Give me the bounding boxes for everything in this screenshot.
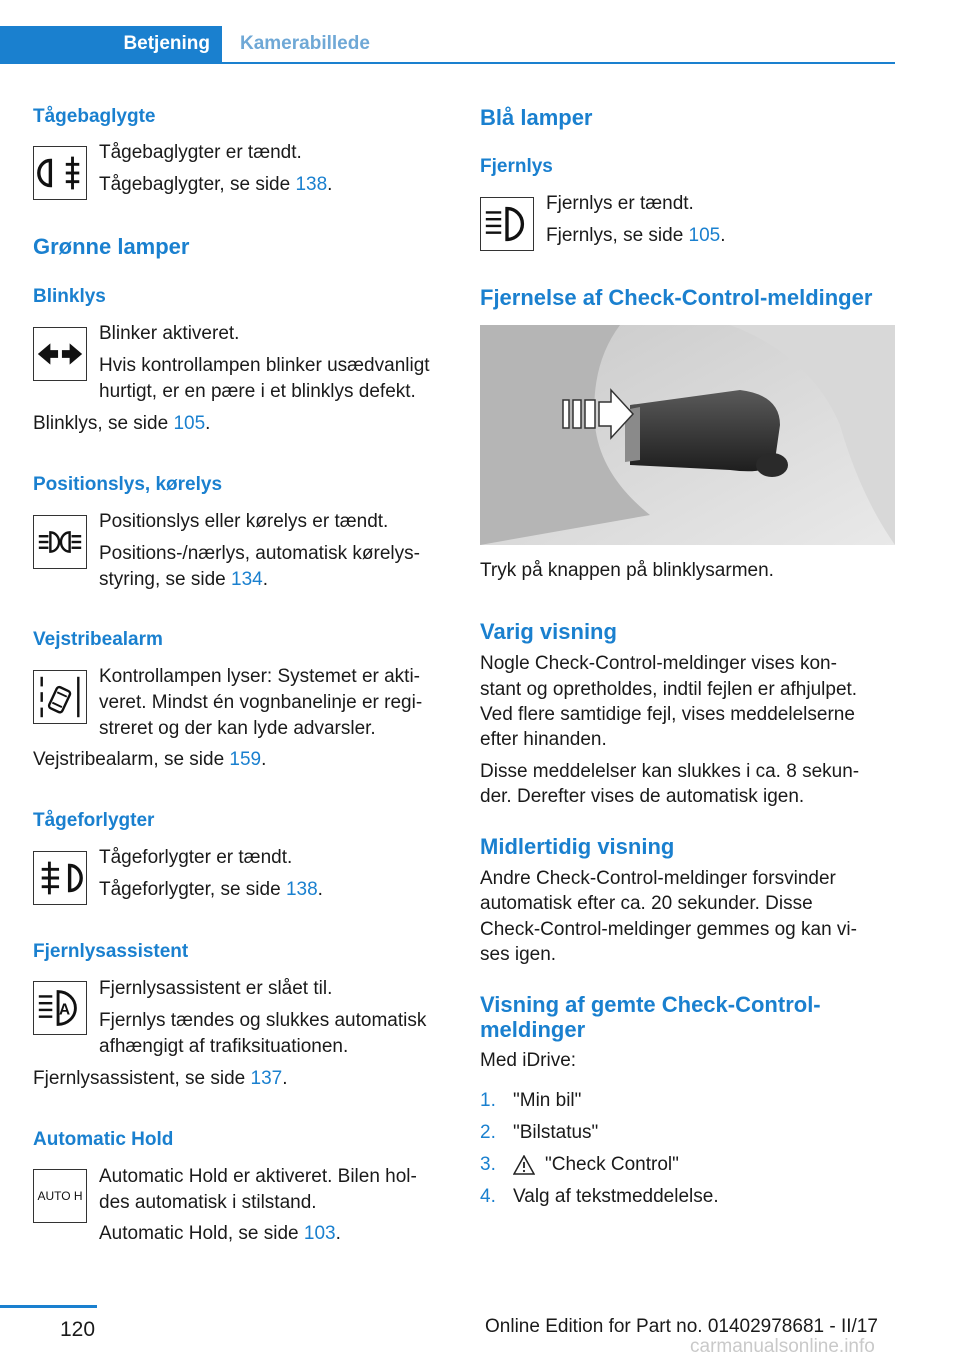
- permanent-p1-l2: stant og opretholdes, indtil fejlen er afhjulpet.: [480, 679, 858, 700]
- turn-signal-icon: [33, 327, 87, 381]
- step-text: Valg af tekstmeddelelse.: [513, 1186, 719, 1207]
- heading-position: Positionslys, kørelys: [33, 474, 223, 495]
- heading-stored-a: Visning af gemte Check-Control-: [480, 992, 821, 1017]
- photo-caption: Tryk på knappen på blinklysarmen.: [480, 560, 774, 581]
- autohold-ref-text: Automatic Hold, se side: [99, 1223, 304, 1244]
- heading-fog-front: Tågeforlygter: [33, 810, 155, 831]
- lane-line2: veret. Mindst én vognbanelinje er regi‐: [99, 692, 423, 713]
- tab-betjening[interactable]: Betjening: [0, 26, 222, 62]
- autohold-line2: des automatisk i stilstand.: [99, 1192, 317, 1213]
- front-fog-light-icon: [33, 851, 87, 905]
- temporary-l4: ses igen.: [480, 944, 557, 965]
- fog-front-ref-text: Tågeforlygter, se side: [99, 879, 286, 900]
- heading-permanent: Varig visning: [480, 619, 617, 644]
- warning-icon: [513, 1155, 535, 1175]
- permanent-p1-l3: Ved flere samtidige fejl, vises meddelelserne: [480, 704, 855, 725]
- page-number: 120: [60, 1318, 96, 1341]
- list-item: [480, 1088, 496, 1114]
- heading-autohold: Automatic Hold: [33, 1129, 174, 1150]
- list-item: [480, 1120, 496, 1146]
- temporary-l3: Check-Control-meldinger gemmes og kan vi‐: [480, 919, 857, 940]
- punct: .: [720, 225, 726, 246]
- heading-remove-check-control: Fjernelse af Check-Control-meldinger: [480, 285, 873, 310]
- heading-hba: Fjernlysassistent: [33, 941, 189, 962]
- list-item: [480, 1184, 496, 1210]
- high-beam-line1: Fjernlys er tændt.: [546, 193, 694, 214]
- footer-rule: [0, 1305, 97, 1308]
- rear-fog-light-icon: [33, 146, 87, 200]
- permanent-p2-l2: der. Derefter vises de automatisk igen.: [480, 786, 805, 807]
- list-item: [480, 1152, 496, 1178]
- lane-line3: streret og der kan lyde advarsler.: [99, 718, 376, 739]
- lane-ref: [33, 747, 266, 773]
- position-ref-text: styring, se side: [99, 569, 231, 590]
- permanent-p1-l4: efter hinanden.: [480, 729, 607, 750]
- link-page-134[interactable]: 134: [231, 569, 263, 590]
- link-page-137[interactable]: 137: [250, 1068, 283, 1089]
- fog-rear-line1: Tågebaglygter er tændt.: [99, 142, 302, 163]
- fog-rear-ref: [99, 172, 332, 198]
- link-page-159[interactable]: 159: [229, 749, 262, 770]
- step-number: 1.: [480, 1090, 496, 1111]
- step-text: "Bilstatus": [513, 1122, 599, 1143]
- blink-ref-text: Blinklys, se side: [33, 413, 174, 434]
- step-number: 4.: [480, 1186, 496, 1207]
- step-number: 2.: [480, 1122, 496, 1143]
- lane-ref-text: Vejstribealarm, se side: [33, 749, 230, 770]
- auto-hold-icon: [33, 1169, 87, 1223]
- lane-departure-icon: [33, 670, 87, 724]
- high-beam-assistant-icon: [33, 981, 87, 1035]
- high-beam-ref-text: Fjernlys, se side: [546, 225, 689, 246]
- temporary-l1: Andre Check-Control-meldinger forsvinder: [480, 868, 836, 889]
- link-page-105[interactable]: 105: [173, 413, 206, 434]
- heading-lane: Vejstribealarm: [33, 629, 163, 650]
- tab-kamerabillede[interactable]: Kamerabillede: [240, 33, 370, 54]
- heading-green-lamps: Grønne lamper: [33, 234, 190, 259]
- high-beam-icon: [480, 197, 534, 251]
- permanent-p1-l1: Nogle Check-Control-meldinger vises kon‐: [480, 653, 837, 674]
- turn-signal-lever-photo: [480, 325, 895, 545]
- link-page-105b[interactable]: 105: [688, 225, 721, 246]
- heading-high-beam: Fjernlys: [480, 156, 553, 177]
- hba-ref-text: Fjernlysassistent, se side: [33, 1068, 251, 1089]
- punct: .: [335, 1223, 341, 1244]
- heading-temporary: Midlertidig visning: [480, 834, 675, 859]
- autohold-ref: [99, 1221, 341, 1247]
- permanent-p2-l1: Disse meddelelser kan slukkes i ca. 8 sekun‐: [480, 761, 860, 782]
- heading-fog-rear: Tågebaglygte: [33, 106, 156, 127]
- temporary-l2: automatisk efter ca. 20 sekunder. Disse: [480, 893, 813, 914]
- link-page-138b[interactable]: 138: [285, 879, 318, 900]
- step-text: "Check Control": [545, 1154, 679, 1175]
- blink-line2a: Hvis kontrollampen blinker usædvanligt: [99, 355, 430, 376]
- fog-front-ref: [99, 877, 323, 903]
- step-text: "Min bil": [513, 1090, 582, 1111]
- hba-line2a: Fjernlys tændes og slukkes automatisk: [99, 1010, 427, 1031]
- heading-stored-b: meldinger: [480, 1017, 586, 1042]
- heading-blinklys: Blinklys: [33, 286, 106, 307]
- position-light-icon: [33, 515, 87, 569]
- position-line2b: [99, 567, 268, 593]
- step-number: 3.: [480, 1154, 496, 1175]
- auto-hold-icon-label: AUTO H: [37, 1189, 83, 1203]
- heading-blue-lamps: Blå lamper: [480, 105, 593, 130]
- position-line1: Positionslys eller kørelys er tændt.: [99, 511, 389, 532]
- fog-front-line1: Tågeforlygter er tændt.: [99, 847, 293, 868]
- fog-rear-ref-text: Tågebaglygter, se side: [99, 174, 296, 195]
- punct: .: [262, 569, 268, 590]
- hba-line2b: afhængigt af trafiksituationen.: [99, 1036, 349, 1057]
- link-page-138[interactable]: 138: [295, 174, 328, 195]
- watermark: carmanualsonline.info: [690, 1336, 875, 1357]
- high-beam-ref: [546, 223, 726, 249]
- stored-intro: Med iDrive:: [480, 1050, 577, 1071]
- punct: .: [317, 879, 323, 900]
- lane-line1: Kontrollampen lyser: Systemet er akti‐: [99, 666, 421, 687]
- svg-text:A: A: [59, 1001, 71, 1019]
- hba-ref: [33, 1066, 288, 1092]
- punct: .: [205, 413, 211, 434]
- punct: .: [261, 749, 267, 770]
- link-page-103[interactable]: 103: [303, 1223, 336, 1244]
- punct: .: [327, 174, 333, 195]
- autohold-line1: Automatic Hold er aktiveret. Bilen hol‐: [99, 1166, 417, 1187]
- punct: .: [282, 1068, 288, 1089]
- blink-ref: [33, 411, 210, 437]
- blink-line1: Blinker aktiveret.: [99, 323, 240, 344]
- edition-note: Online Edition for Part no. 01402978681 - II/17: [485, 1316, 878, 1337]
- hba-line1: Fjernlysassistent er slået til.: [99, 978, 333, 999]
- blink-line2b: hurtigt, er en pære i et blinklys defekt.: [99, 381, 416, 402]
- position-line2a: Positions-/nærlys, automatisk kørelys‐: [99, 543, 420, 564]
